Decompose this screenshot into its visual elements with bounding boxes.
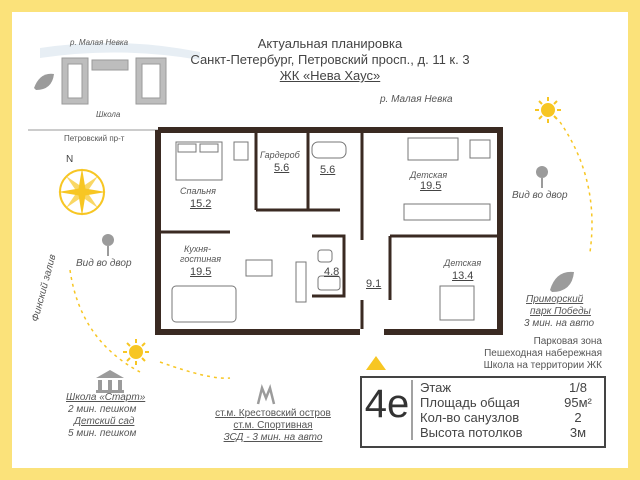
leaf-icon	[34, 74, 54, 90]
spec-value-bathrooms: 2	[574, 410, 582, 425]
gulf-label: Финский залив	[30, 253, 59, 323]
view-pin-icon-left	[102, 234, 114, 256]
room-area-hall: 9.1	[366, 278, 382, 290]
park-name-line1: Приморский	[526, 294, 584, 305]
room-area-bath2: 4.8	[324, 266, 340, 278]
metro-line3: ЗСД - 3 мин. на авто	[223, 432, 323, 443]
complex-name: ЖК «Нева Хаус»	[279, 68, 381, 83]
room-label-kids2: Детская	[444, 258, 482, 268]
river-label-top: р. Малая Невка	[70, 38, 129, 47]
school-icon	[96, 370, 124, 393]
kindergarten-name: Детский сад	[74, 416, 135, 427]
room-area-kitchen: 19.5	[190, 266, 212, 278]
spec-label-bathrooms: Кол-во санузлов	[420, 410, 520, 425]
spec-label-ceiling: Высота потолков	[420, 425, 523, 440]
room-label-kitchen-1: Кухня-	[184, 244, 211, 254]
school-time: 2 мин. пешком	[68, 404, 137, 415]
compass-icon	[58, 168, 106, 216]
view-label-left: Вид во двор	[76, 258, 132, 269]
path-arc-bottom	[160, 362, 230, 378]
spec-label-area: Площадь общая	[420, 395, 520, 410]
room-area-bath1: 5.6	[320, 164, 336, 176]
sun-icon-right	[535, 97, 561, 123]
school-name: Школа «Старт»	[66, 392, 146, 403]
feature-2: Пешеходная набережная	[484, 348, 602, 359]
park-leaf-icon	[550, 272, 574, 292]
spec-value-area: 95м²	[564, 395, 592, 410]
room-label-kids1: Детская	[410, 170, 448, 180]
room-label-bedroom: Спальня	[180, 186, 216, 196]
spec-value-floor: 1/8	[568, 380, 588, 395]
sun-icon-left	[123, 339, 149, 365]
school-map-label: Школа	[96, 110, 121, 119]
kindergarten-time: 5 мин. пешком	[68, 428, 137, 439]
park-name-line2: парк Победы	[530, 306, 591, 317]
room-area-bedroom: 15.2	[190, 198, 212, 210]
plan-title: Актуальная планировка	[257, 36, 403, 51]
street-label: Петровский пр-т	[64, 134, 125, 143]
river-label-right: р. Малая Невка	[380, 94, 453, 105]
room-label-wardrobe: Гардероб	[260, 150, 300, 160]
north-label: N	[66, 154, 74, 165]
room-area-kids2: 13.4	[452, 270, 474, 282]
feature-3: Школа на территории ЖК	[483, 360, 602, 371]
metro-line2: ст.м. Спортивная	[233, 420, 313, 431]
entrance-arrow-icon	[366, 356, 386, 370]
view-pin-icon-right	[536, 166, 548, 188]
path-arc-left	[70, 270, 140, 372]
map-buildings	[62, 58, 166, 104]
address-line: Санкт-Петербург, Петровский просп., д. 11 к. 3	[190, 52, 470, 67]
plan-type: 4е	[364, 382, 410, 426]
room-area-wardrobe: 5.6	[274, 162, 290, 174]
path-arc-right	[560, 122, 592, 252]
room-label-kitchen-2: гостиная	[180, 254, 222, 264]
feature-1: Парковая зона	[533, 336, 602, 347]
view-label-right: Вид во двор	[512, 190, 568, 201]
spec-value-ceiling: 3м	[569, 425, 587, 440]
park-time: 3 мин. на авто	[524, 318, 595, 329]
spec-label-floor: Этаж	[420, 380, 452, 395]
metro-line1: ст.м. Крестовский остров	[215, 408, 331, 419]
room-area-kids1: 19.5	[420, 180, 442, 192]
metro-icon	[258, 388, 274, 404]
